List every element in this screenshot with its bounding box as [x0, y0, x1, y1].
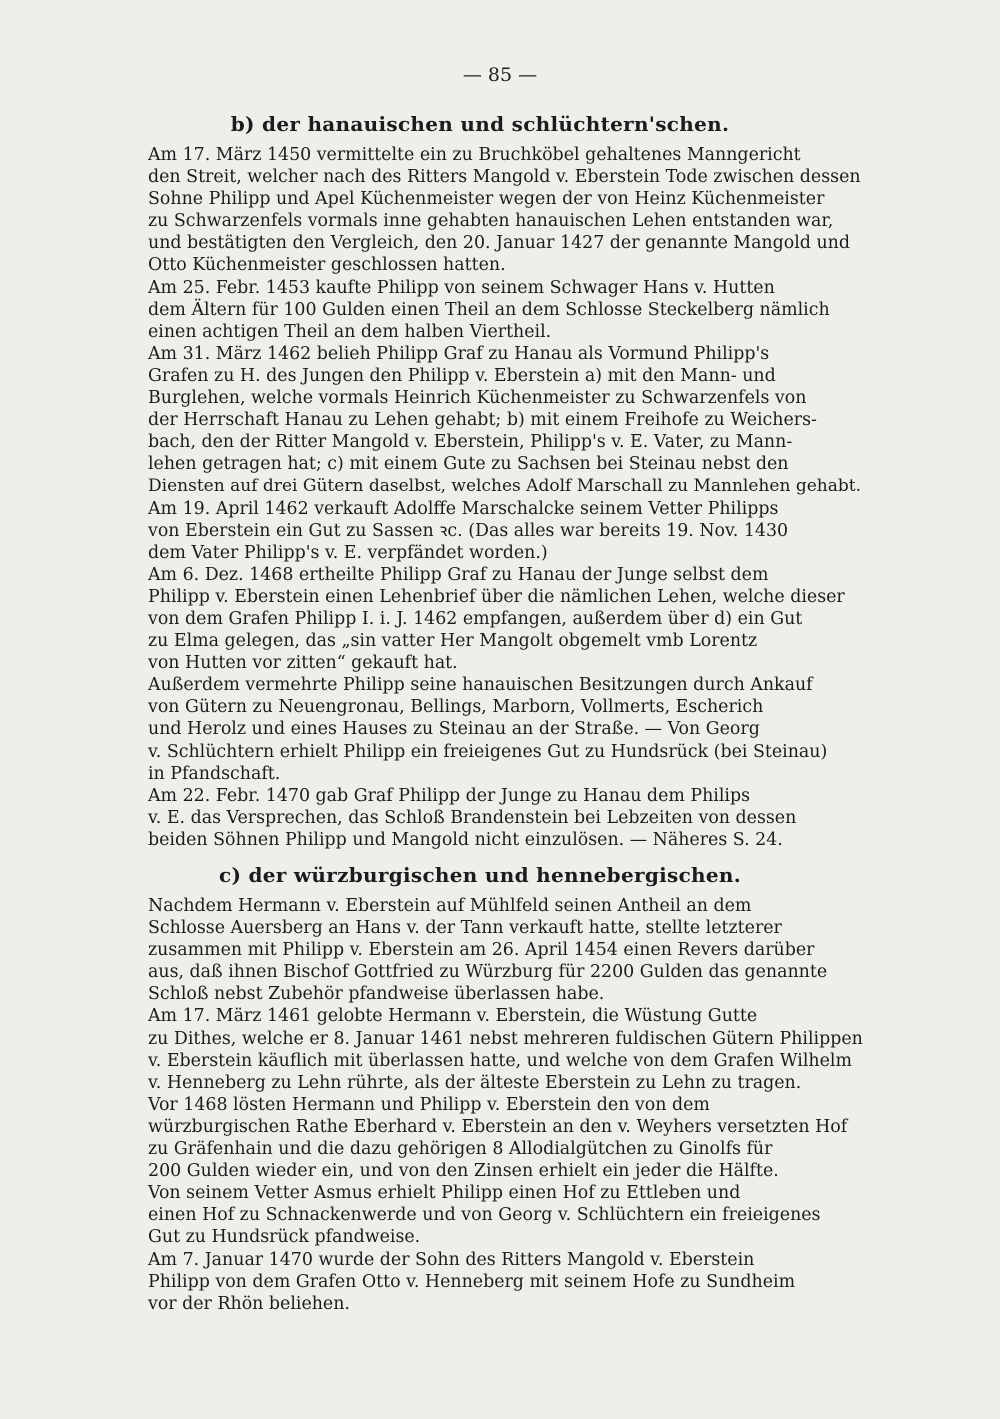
text-line: dem Ältern für 100 Gulden einen Theil an dem Schlosse Steckelberg nämlich — [148, 299, 830, 320]
text-line: Sohne Philipp und Apel Küchenmeister wegen der von Heinz Küchenmeister — [148, 189, 825, 210]
text-line: aus, daß ihnen Bischof Gottfried zu Würzburg für 2200 Gulden das genannte — [148, 962, 828, 983]
text-line: Diensten auf drei Gütern daselbst, welches Adolf Marschall zu Mannlehen gehabt. — [148, 476, 862, 497]
paragraph — [96, 1182, 864, 1248]
text-line: und bestätigten den Vergleich, den 20. Januar 1427 der genannte Mangold und — [148, 233, 850, 254]
document-body — [96, 112, 864, 1315]
text-line: Grafen zu H. des Jungen den Philipp v. Eberstein a) mit den Mann- und — [148, 365, 776, 386]
text-line: Vor 1468 lösten Hermann und Philipp v. Eberstein den von dem — [148, 1094, 710, 1115]
text-line: v. Eberstein käuflich mit überlassen hatte, und welche von dem Grafen Wilhelm — [148, 1050, 852, 1071]
text-line: Von seinem Vetter Asmus erhielt Philipp einen Hof zu Ettleben und — [148, 1183, 741, 1204]
text-line: Am 17. März 1461 gelobte Hermann v. Eberstein, die Wüstung Gutte — [148, 1006, 758, 1027]
paragraph — [96, 785, 864, 851]
text-line: von dem Grafen Philipp I. i. J. 1462 empfangen, außerdem über d) ein Gut — [148, 608, 803, 629]
text-line: Schlosse Auersberg an Hans v. der Tann verkauft hatte, stellte letzterer — [148, 918, 782, 939]
text-line: Am 25. Febr. 1453 kaufte Philipp von seinem Schwager Hans v. Hutten — [148, 277, 775, 298]
text-line: einen Hof zu Schnackenwerde und von Georg v. Schlüchtern ein freieigenes — [148, 1205, 821, 1226]
text-line: zusammen mit Philipp v. Eberstein am 26. April 1454 einen Revers darüber — [148, 940, 815, 961]
paragraph — [96, 674, 864, 784]
text-line: v. E. das Versprechen, das Schloß Brandenstein bei Lebzeiten von dessen — [148, 807, 797, 828]
text-line: von Gütern zu Neuengronau, Bellings, Marborn, Vollmerts, Escherich — [148, 697, 764, 718]
paragraph — [96, 1249, 864, 1315]
paragraph — [96, 1094, 864, 1182]
text-line: Gut zu Hundsrück pfandweise. — [148, 1227, 421, 1248]
text-line: von Eberstein ein Gut zu Sassen ꝛc. (Das alles war bereits 19. Nov. 1430 — [148, 520, 789, 541]
text-line: Am 19. April 1462 verkauft Adolffe Marschalcke seinem Vetter Philipps — [148, 498, 779, 519]
text-line: Am 31. März 1462 belieh Philipp Graf zu Hanau als Vormund Philipp's — [148, 343, 770, 364]
text-line: lehen getragen hat; c) mit einem Gute zu Sachsen bei Steinau nebst den — [148, 454, 789, 475]
paragraph — [96, 277, 864, 343]
text-line: Am 6. Dez. 1468 ertheilte Philipp Graf zu Hanau der Junge selbst dem — [148, 564, 769, 585]
text-line: von Hutten vor zitten“ gekauft hat. — [148, 653, 458, 674]
text-line: bach, den der Ritter Mangold v. Eberstein, Philipp's v. E. Vater, zu Mann- — [148, 432, 793, 453]
text-line: den Streit, welcher nach des Ritters Mangold v. Eberstein Tode zwischen dessen — [148, 167, 861, 188]
text-line: Am 17. März 1450 vermittelte ein zu Bruchköbel gehaltenes Manngericht — [148, 145, 801, 165]
text-line: Am 7. Januar 1470 wurde der Sohn des Ritters Mangold v. Eberstein — [148, 1249, 755, 1270]
text-line: zu Schwarzenfels vormals inne gehabten hanauischen Lehen entstanden war, — [148, 211, 834, 232]
paragraph — [96, 144, 864, 277]
paragraph — [96, 564, 864, 674]
text-line: und Herolz und eines Hauses zu Steinau an der Straße. — Von Georg — [148, 719, 760, 740]
text-line: würzburgischen Rathe Eberhard v. Eberstein an den v. Weyhers versetzten Hof — [148, 1116, 848, 1137]
text-line: v. Schlüchtern erhielt Philipp ein freieigenes Gut zu Hundsrück (bei Steinau) — [148, 741, 828, 762]
paragraph — [96, 1005, 864, 1093]
text-line: Otto Küchenmeister geschlossen hatten. — [148, 255, 506, 276]
paragraph — [96, 343, 864, 498]
text-line: der Herrschaft Hanau zu Lehen gehabt; b) mit einem Freihofe zu Weichers- — [148, 410, 817, 431]
text-line: Burglehen, welche vormals Heinrich Küchenmeister zu Schwarzenfels von — [148, 388, 807, 409]
paragraph — [96, 498, 864, 564]
text-line: beiden Söhnen Philipp und Mangold nicht einzulösen. — Näheres S. 24. — [148, 829, 783, 850]
text-line: zu Dithes, welche er 8. Januar 1461 nebst mehreren fuldischen Gütern Philippen — [148, 1028, 863, 1049]
text-line: in Pfandschaft. — [148, 763, 281, 784]
text-line: 200 Gulden wieder ein, und von den Zinsen erhielt ein jeder die Hälfte. — [148, 1161, 779, 1182]
text-line: Schloß nebst Zubehör pfandweise überlassen habe. — [148, 984, 605, 1005]
paragraph — [96, 895, 864, 1005]
text-line: Philipp v. Eberstein einen Lehenbrief über die nämlichen Lehen, welche dieser — [148, 586, 845, 607]
text-line: Philipp von dem Grafen Otto v. Henneberg mit seinem Hofe zu Sundheim — [148, 1271, 796, 1292]
text-line: Am 22. Febr. 1470 gab Graf Philipp der Junge zu Hanau dem Philips — [148, 785, 751, 806]
section-heading-c: c) der würzburgischen und hennebergischen. — [218, 863, 742, 887]
text-line: Außerdem vermehrte Philipp seine hanauischen Besitzungen durch Ankauf — [148, 675, 813, 696]
text-line: zu Gräfenhain und die dazu gehörigen 8 Allodialgütchen zu Ginolfs für — [148, 1139, 773, 1160]
text-line: v. Henneberg zu Lehn rührte, als der älteste Eberstein zu Lehn zu tragen. — [148, 1072, 802, 1093]
text-line: zu Elma gelegen, das „sin vatter Her Mangolt obgemelt vmb Lorentz — [148, 631, 758, 652]
page-number: — 85 — — [462, 64, 538, 86]
section-heading-b: b) der hanauischen und schlüchtern'schen. — [230, 112, 730, 136]
text-line: vor der Rhön beliehen. — [148, 1293, 350, 1314]
text-line: dem Vater Philipp's v. E. verpfändet worden.) — [148, 542, 548, 563]
text-line: einen achtigen Theil an dem halben Viertheil. — [148, 321, 552, 342]
text-line: Nachdem Hermann v. Eberstein auf Mühlfeld seinen Antheil an dem — [148, 896, 752, 916]
